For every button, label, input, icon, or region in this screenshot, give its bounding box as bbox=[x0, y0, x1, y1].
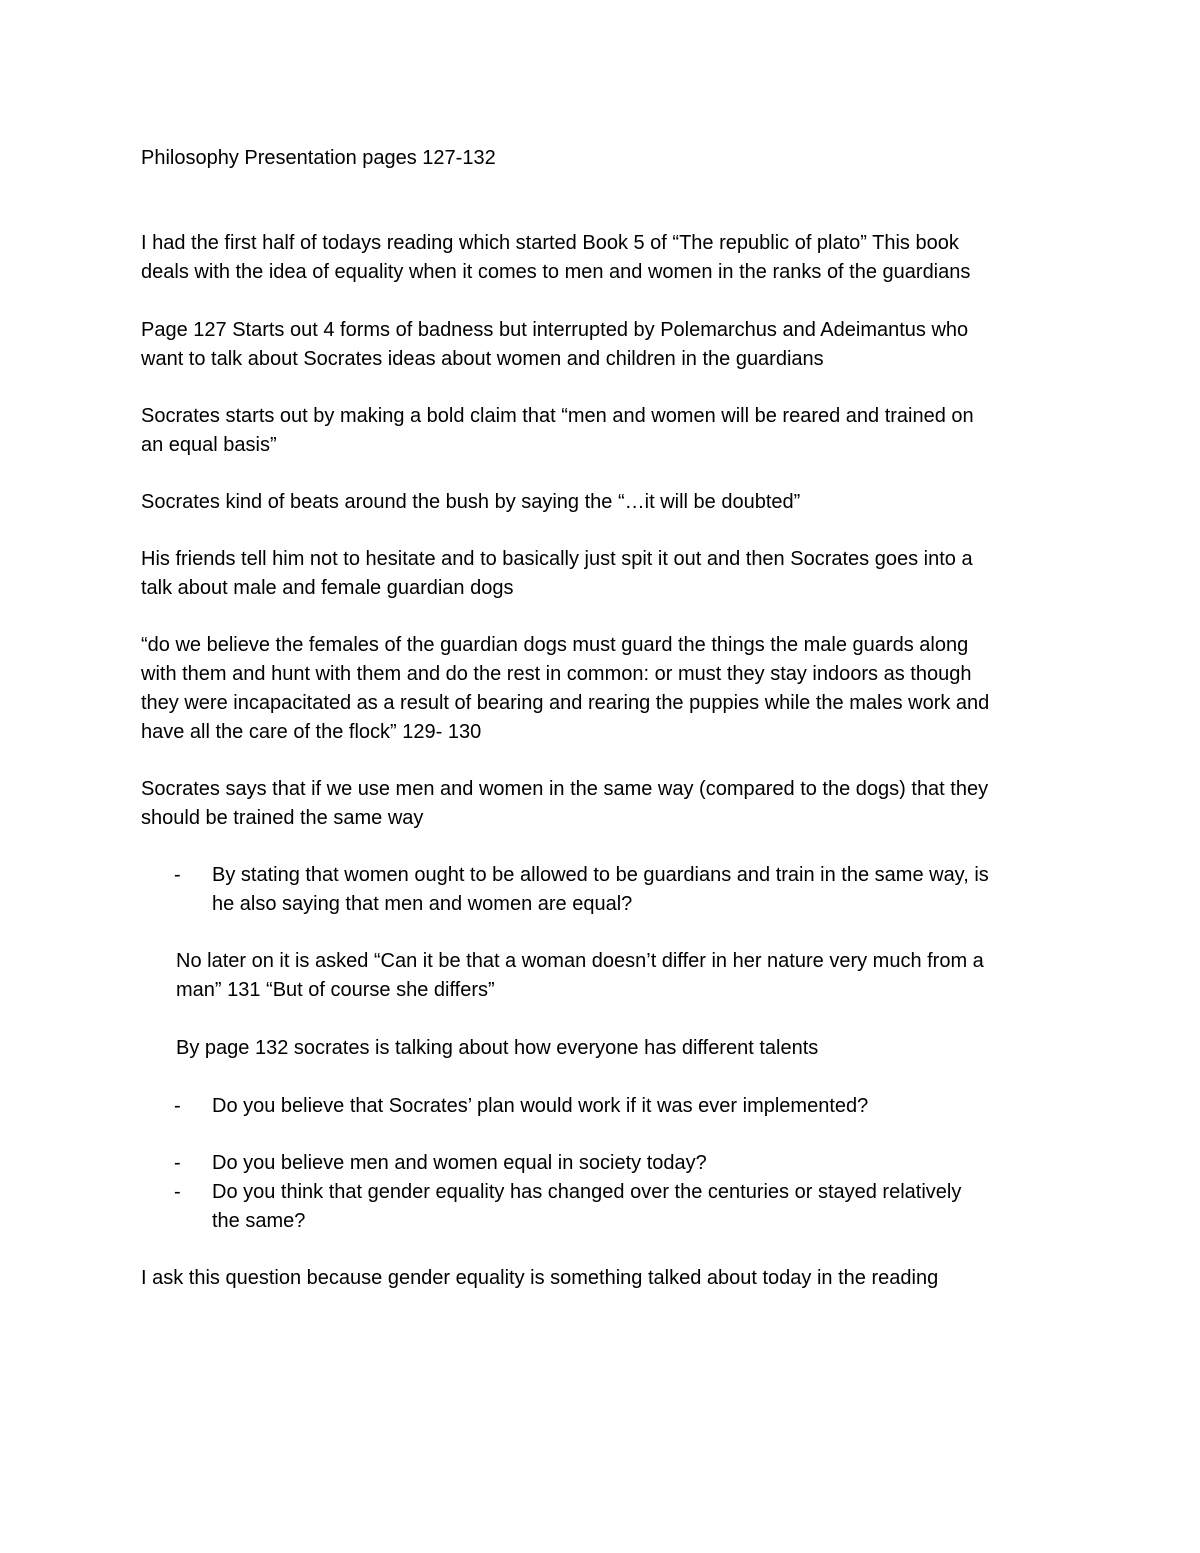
bullet-equality-question: By stating that women ought to be allowed to be guardians and train in the same way, is he also saying that men and women are equal? bbox=[212, 864, 989, 915]
paragraph-bold-claim: Socrates starts out by making a bold claim that “men and women will be reared and trained on an equal basis” bbox=[141, 405, 974, 456]
bullet-marker: - bbox=[174, 1181, 181, 1203]
bullet-marker: - bbox=[174, 1152, 181, 1174]
paragraph-closing: I ask this question because gender equality is something talked about today in the reading bbox=[141, 1267, 939, 1289]
paragraph-beats-around-bush: Socrates kind of beats around the bush by saying the “…it will be doubted” bbox=[141, 491, 801, 513]
document-title: Philosophy Presentation pages 127-132 bbox=[141, 147, 496, 169]
paragraph-different-talents: By page 132 socrates is talking about how everyone has different talents bbox=[176, 1037, 819, 1059]
question-equal-today: Do you believe men and women equal in society today? bbox=[212, 1152, 707, 1174]
paragraph-quote-dogs: “do we believe the females of the guardian dogs must guard the things the male guards along with them and hunt with them and do the rest in common: or must they stay indoors as though they were incapacitated as a result of bearing and rearing the puppies while the males work and have all the care of the flock” 129- 130 bbox=[141, 634, 990, 743]
bullet-marker: - bbox=[174, 864, 181, 886]
paragraph-woman-differ: No later on it is asked “Can it be that a woman doesn’t differ in her nature very much from a man” 131 “But of course she differs” bbox=[176, 950, 984, 1001]
paragraph-intro: I had the first half of todays reading which started Book 5 of “The republic of plato” This book deals with the idea of equality when it comes to men and women in the ranks of the guardians bbox=[141, 232, 971, 283]
paragraph-guardian-dogs: His friends tell him not to hesitate and to basically just spit it out and then Socrates goes into a talk about male and female guardian dogs bbox=[141, 548, 973, 599]
question-plan-work: Do you believe that Socrates’ plan would work if it was ever implemented? bbox=[212, 1095, 869, 1117]
paragraph-same-way: Socrates says that if we use men and women in the same way (compared to the dogs) that they should be trained the same way bbox=[141, 778, 989, 829]
question-equality-changed: Do you think that gender equality has changed over the centuries or stayed relatively the same? bbox=[212, 1181, 962, 1232]
paragraph-page-127: Page 127 Starts out 4 forms of badness but interrupted by Polemarchus and Adeimantus who want to talk about Socrates ideas about women and children in the guardians bbox=[141, 319, 969, 370]
bullet-marker: - bbox=[174, 1095, 181, 1117]
